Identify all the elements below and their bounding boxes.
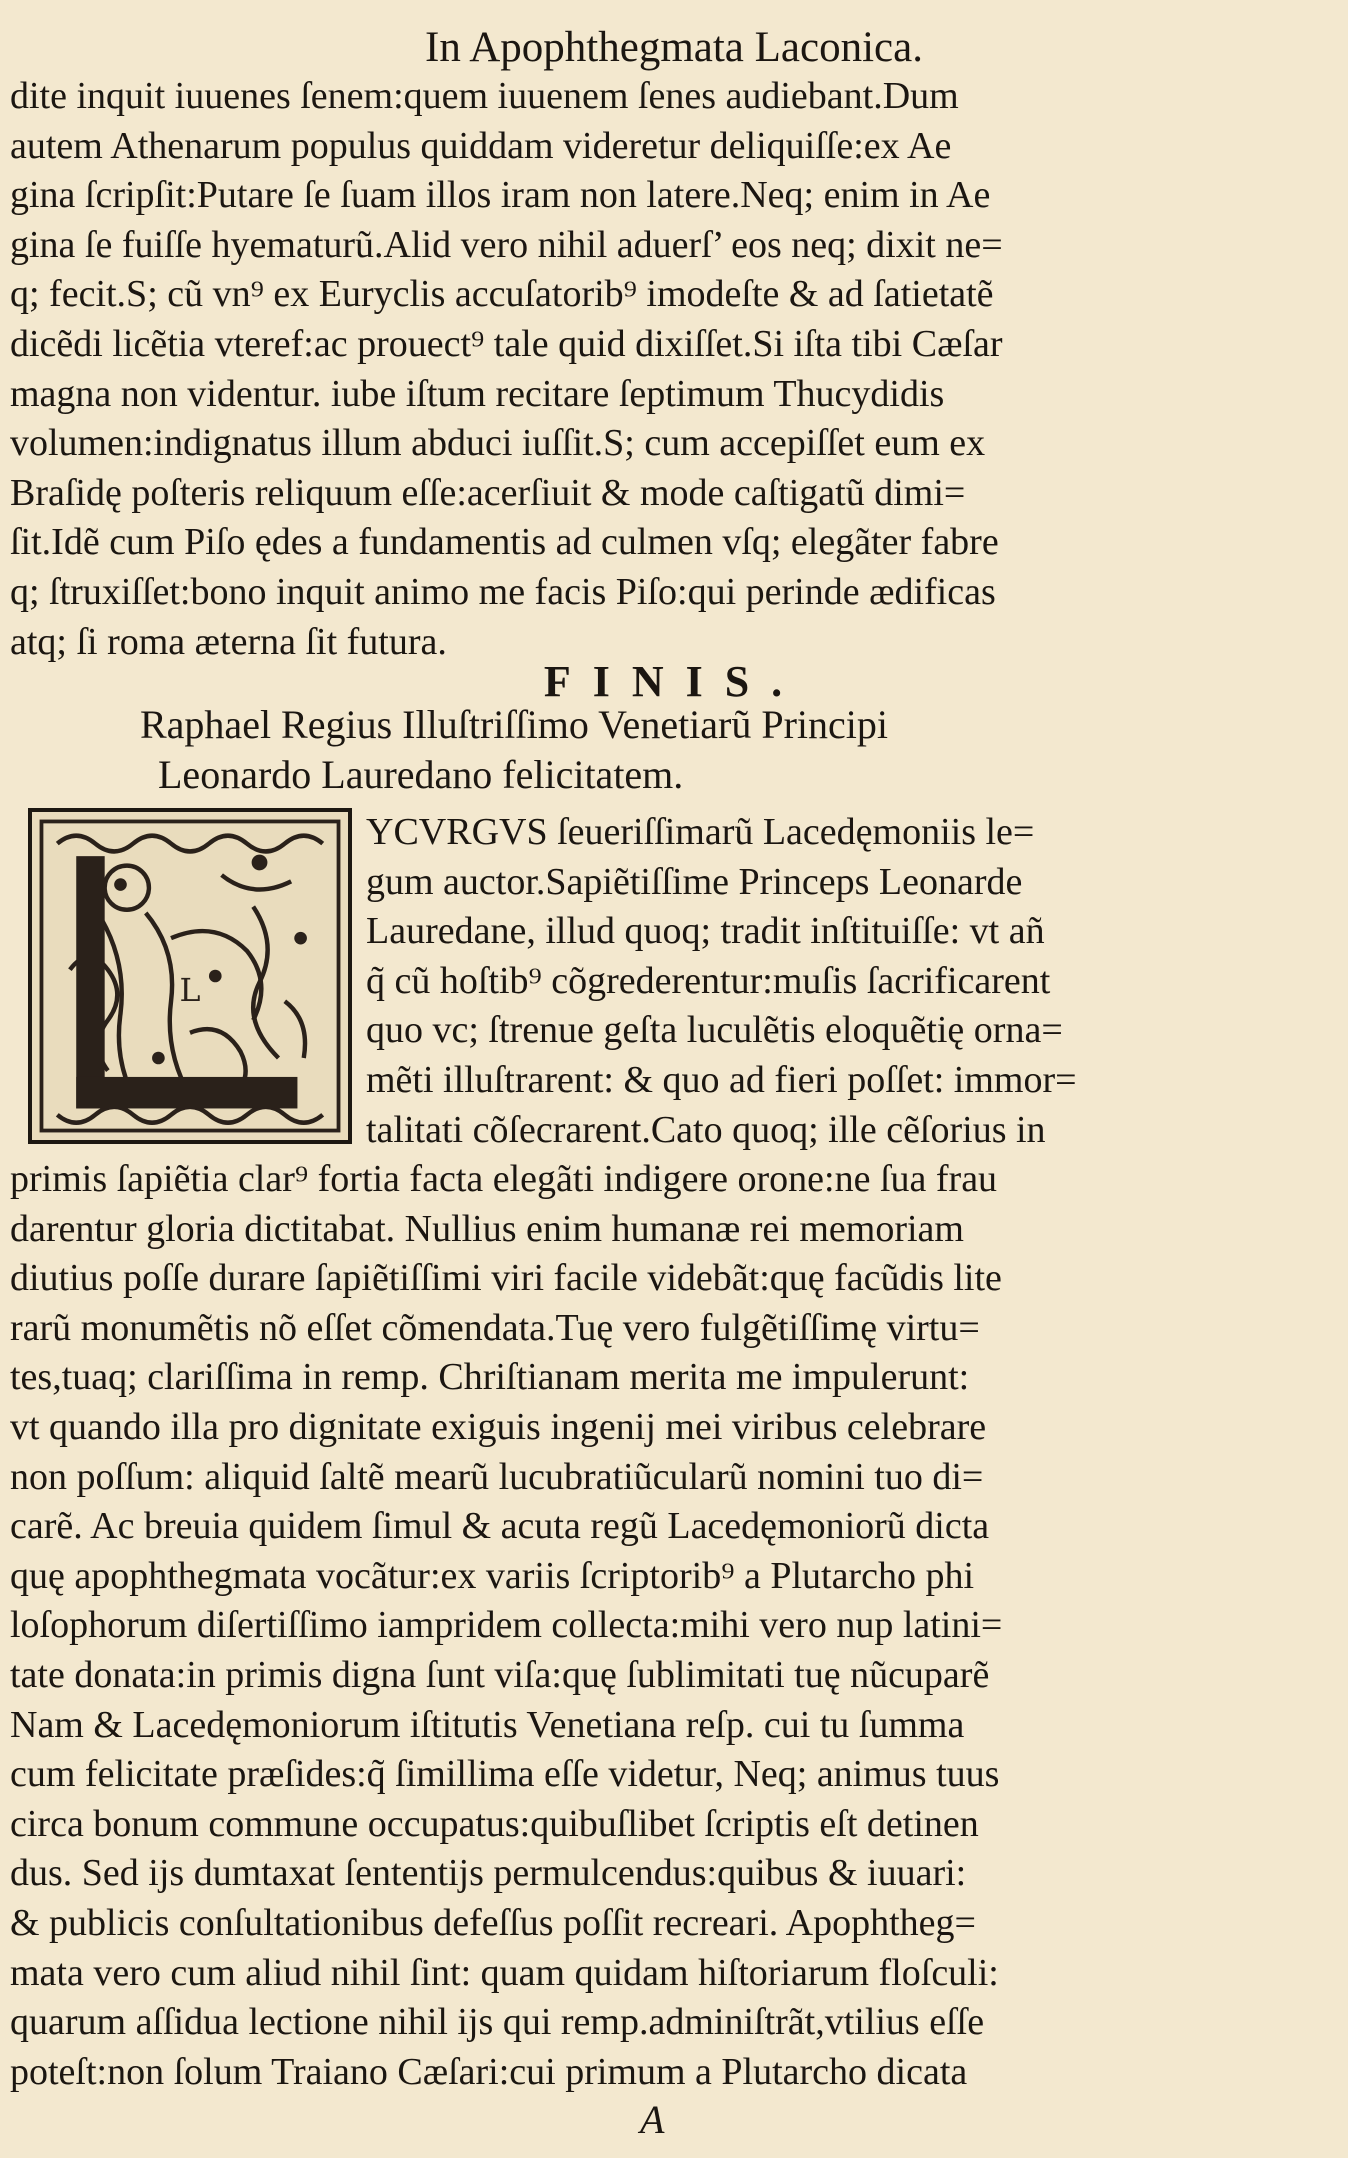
woodcut-initial-ornament-icon <box>32 812 348 1140</box>
text-line: Nam & Lacedęmoniorum iſtitutis Venetiana reſp. cui tu ſumma <box>10 1703 965 1746</box>
running-head <box>0 18 1348 78</box>
running-head-text: In Apophthegmata Laconica. <box>425 24 923 71</box>
text-line: diutius poſſe durare ſapiẽtiſſimi viri facile videbãt:quę facũdis lite <box>10 1257 1002 1300</box>
svg-text:L: L <box>179 973 201 1010</box>
text-line: darentur gloria dictitabat. Nullius enim humanæ rei memoriam <box>10 1207 964 1250</box>
opening-lines <box>366 808 1246 1155</box>
text-line: quo vc; ſtrenue geſta luculẽtis eloquẽtię orna= <box>366 1009 1063 1052</box>
woodcut-initial <box>28 808 352 1144</box>
signature-mark: A <box>640 2097 665 2142</box>
text-line: quę apophthegmata vocãtur:ex variis ſcriptorib⁹ a Plutarcho phi <box>10 1554 975 1597</box>
text-line: non poſſum: aliquid ſaltẽ mearũ lucubratiũcularũ nomini tuo di= <box>10 1455 984 1498</box>
text-line: dicẽdi licẽtia vteref:ac prouect⁹ tale quid dixiſſet.Si iſta tibi Cæſar <box>10 322 1003 365</box>
text-line: poteſt:non ſolum Traiano Cæſari:cui primum a Plutarcho dicata <box>10 2050 968 2093</box>
text-line: dus. Sed ijs dumtaxat ſententijs permulcendus:quibus & iuuari: <box>10 1852 967 1895</box>
body-paragraph <box>10 1155 1210 2097</box>
text-line: quarum aſſidua lectione nihil ijs qui remp.adminiſtrãt,vtilius eſſe <box>10 2001 985 2044</box>
text-line: cum felicitate præſides:q̃ ſimillima eſſe videtur, Neq; animus tuus <box>10 1753 1000 1796</box>
text-line: Braſidę poſteris reliquum eſſe:acerſiuit & mode caſtigatũ dimi= <box>10 471 966 514</box>
text-line: autem Athenarum populus quiddam videretur deliquiſſe:ex Ae <box>10 124 952 167</box>
text-line: talitati cõſecrarent.Cato quoq; ille cẽſorius in <box>366 1108 1046 1151</box>
text-line: loſophorum diſertiſſimo iampridem collecta:mihi vero nup latini= <box>10 1604 1003 1647</box>
text-line: vt quando illa pro dignitate exiguis ingenij mei viribus celebrare <box>10 1405 987 1448</box>
text-line: mẽti illuſtrarent: & quo ad fieri poſſet: immor= <box>366 1058 1077 1101</box>
top-paragraph <box>10 72 1210 667</box>
text-line: gina ſcripſit:Putare ſe ſuam illos iram non latere.Neq; enim in Ae <box>10 174 991 217</box>
text-line: Lauredane, illud quoq; tradit inſtituiſſe: vt añ <box>366 910 1045 953</box>
text-line: atq; ſi roma æterna ſit futura. <box>10 620 447 663</box>
text-line: primis ſapiẽtia clar⁹ fortia facta elegãti indigere orone:ne ſua frau <box>10 1158 998 1200</box>
text-line: carẽ. Ac breuia quidem ſimul & acuta regũ Lacedęmoniorũ dicta <box>10 1505 990 1548</box>
finis-heading: FINIS. <box>543 657 805 706</box>
text-line: magna non videntur. iube iſtum recitare ſeptimum Thucydidis <box>10 372 945 415</box>
text-line: tate donata:in primis digna ſunt viſa:quę ſublimitati tuę nũcuparẽ <box>10 1653 990 1696</box>
dedication-line-1: Raphael Regius Illuſtriſſimo Venetiarũ Principi <box>140 702 889 747</box>
text-line: volumen:indignatus illum abduci iuſſit.S; cum accepiſſet eum ex <box>10 422 986 465</box>
text-line: ſit.Idẽ cum Piſo ędes a fundamentis ad culmen vſq; elegãter fabre <box>10 521 999 564</box>
text-line: & publicis conſultationibus defeſſus poſſit recreari. Apophtheg= <box>10 1901 976 1944</box>
dedication-line-2: Leonardo Lauredano felicitatem. <box>158 752 684 797</box>
text-line: gina ſe fuiſſe hyematurũ.Alid vero nihil aduerſ’ eos neq; dixit ne= <box>10 223 1003 266</box>
text-line: mata vero cum aliud nihil ſint: quam quidam hiſtoriarum floſculi: <box>10 1951 999 1994</box>
text-line: dite inquit iuuenes ſenem:quem iuuenem ſenes audiebant.Dum <box>10 75 959 117</box>
text-line: tes,tuaq; clariſſima in remp. Chriſtianam merita me impulerunt: <box>10 1356 970 1399</box>
text-line: rarũ monumẽtis nõ eſſet cõmendata.Tuę vero fulgẽtiſſimę virtu= <box>10 1306 980 1349</box>
text-line: q̃ cũ hoſtib⁹ cõgrederentur:muſis ſacrificarent <box>366 959 1051 1002</box>
text-line: q; ſtruxiſſet:bono inquit animo me facis Piſo:qui perinde ædificas <box>10 570 996 613</box>
text-line: YCVRGVS ſeueriſſimarũ Lacedęmoniis le= <box>366 811 1035 853</box>
text-line: q; fecit.S; cũ vn⁹ ex Euryclis accuſatorib⁹ imodeſte & ad ſatietatẽ <box>10 273 994 316</box>
text-line: circa bonum commune occupatus:quibuſlibet ſcriptis eſt detinen <box>10 1802 979 1845</box>
text-line: gum auctor.Sapiẽtiſſime Princeps Leonarde <box>366 860 1023 903</box>
